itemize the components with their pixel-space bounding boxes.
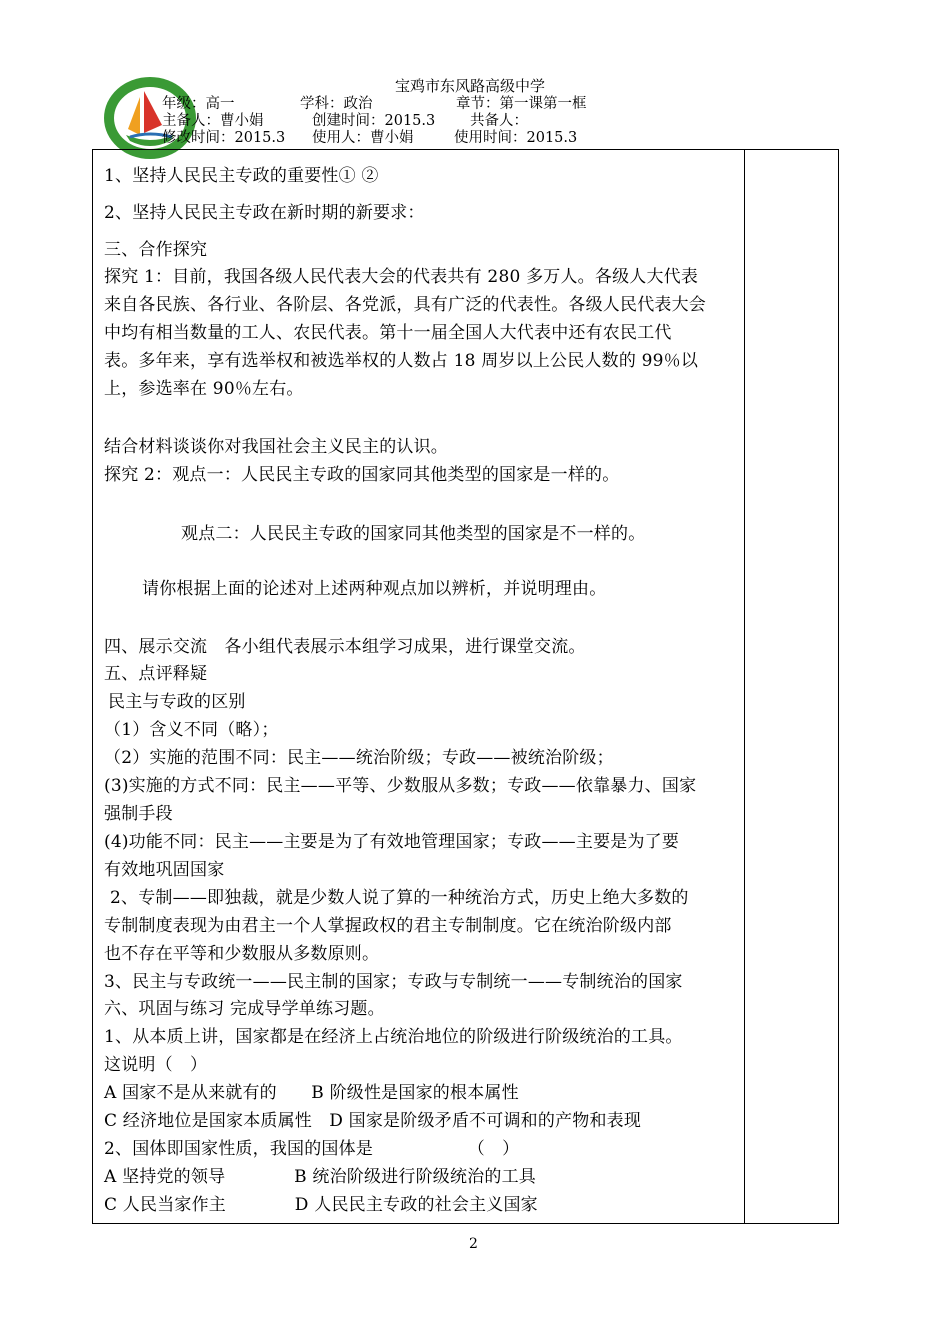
header-row-3 <box>162 129 577 147</box>
text-line: 1、坚持人民民主专政的重要性① ② <box>104 166 379 186</box>
text-line: (4)功能不同：民主——主要是为了有效地管理国家；专政——主要是为了要 <box>104 832 680 852</box>
co-preparer: 共备人： <box>470 113 528 129</box>
text-line: 观点二：人民民主专政的国家同其他类型的国家是不一样的。 <box>181 524 646 544</box>
column-divider <box>744 149 745 1224</box>
section-heading: 三、合作探究 <box>104 240 208 260</box>
text-line: 2、坚持人民民主专政在新时期的新要求： <box>104 203 425 223</box>
text-line: 3、民主与专政统一——民主制的国家；专政与专制统一——专制统治的国家 <box>104 972 683 992</box>
text-line: 2、专制——即独裁，就是少数人说了算的一种统治方式，历史上绝大多数的 <box>110 888 689 908</box>
page-number: 2 <box>469 1236 478 1252</box>
text-line: 中均有相当数量的工人、农民代表。第十一届全国人大代表中还有农民工代 <box>104 323 672 343</box>
lead-preparer: 主备人：曹小娟 <box>162 113 264 129</box>
text-line: 专制制度表现为由君主一个人掌握政权的君主专制制度。它在统治阶级内部 <box>104 916 672 936</box>
subject: 学科：政治 <box>300 96 373 112</box>
text-line: （2）实施的范围不同：民主——统治阶级；专政——被统治阶级； <box>104 748 614 768</box>
text-line: 有效地巩固国家 <box>104 860 225 880</box>
text-line: 也不存在平等和少数服从多数原则。 <box>104 944 380 964</box>
text-line: 民主与专政的区别 <box>108 692 246 712</box>
answer-options: C 人民当家作主 D 人民民主专政的社会主义国家 <box>104 1195 538 1215</box>
text-line: （1）含义不同（略）； <box>104 720 279 740</box>
section-heading: 五、点评释疑 <box>104 664 208 684</box>
text-line: (3)实施的方式不同：民主——平等、少数服从多数；专政——依靠暴力、国家 <box>104 776 697 796</box>
grade: 年级：高一 <box>162 96 235 112</box>
section-heading: 六、巩固与练习 完成导学单练习题。 <box>104 999 385 1019</box>
text-line: 探究 2：观点一：人民民主专政的国家同其他类型的国家是一样的。 <box>104 465 620 485</box>
text-line: 探究 1：目前，我国各级人民代表大会的代表共有 280 多万人。各级人大代表 <box>104 267 699 287</box>
section-heading: 四、展示交流 各小组代表展示本组学习成果，进行课堂交流。 <box>104 637 586 657</box>
text-line: 请你根据上面的论述对上述两种观点加以辨析，并说明理由。 <box>142 579 607 599</box>
answer-options: A 坚持党的领导 B 统治阶级进行阶级统治的工具 <box>104 1167 536 1187</box>
answer-options: C 经济地位是国家本质属性 D 国家是阶级矛盾不可调和的产物和表现 <box>104 1111 642 1131</box>
use-time: 使用时间：2015.3 <box>454 130 578 146</box>
header-row-2 <box>162 112 528 130</box>
question-text: 1、从本质上讲，国家都是在经济上占统治地位的阶级进行阶级统治的工具。 <box>104 1027 683 1047</box>
question-text: 2、国体即国家性质，我国的国体是 （ ） <box>104 1139 520 1159</box>
text-line: 来自各民族、各行业、各阶层、各党派，具有广泛的代表性。各级人民代表大会 <box>104 295 706 315</box>
modified-time: 修改时间：2015.3 <box>162 130 286 146</box>
created-time: 创建时间：2015.3 <box>312 113 436 129</box>
text-line: 上，参选率在 90％左右。 <box>104 379 304 399</box>
text-line: 结合材料谈谈你对我国社会主义民主的认识。 <box>104 437 448 457</box>
text-line: 强制手段 <box>104 804 173 824</box>
user: 使用人：曹小娟 <box>312 130 414 146</box>
answer-options: A 国家不是从来就有的 B 阶级性是国家的根本属性 <box>104 1083 519 1103</box>
text-line: 表。多年来，享有选举权和被选举权的人数占 18 周岁以上公民人数的 99％以 <box>104 351 699 371</box>
chapter: 章节：第一课第一框 <box>456 96 587 112</box>
school-name: 宝鸡市东风路高级中学 <box>395 77 546 95</box>
header-row-1 <box>162 95 587 113</box>
question-text: 这说明（ ） <box>104 1055 208 1075</box>
